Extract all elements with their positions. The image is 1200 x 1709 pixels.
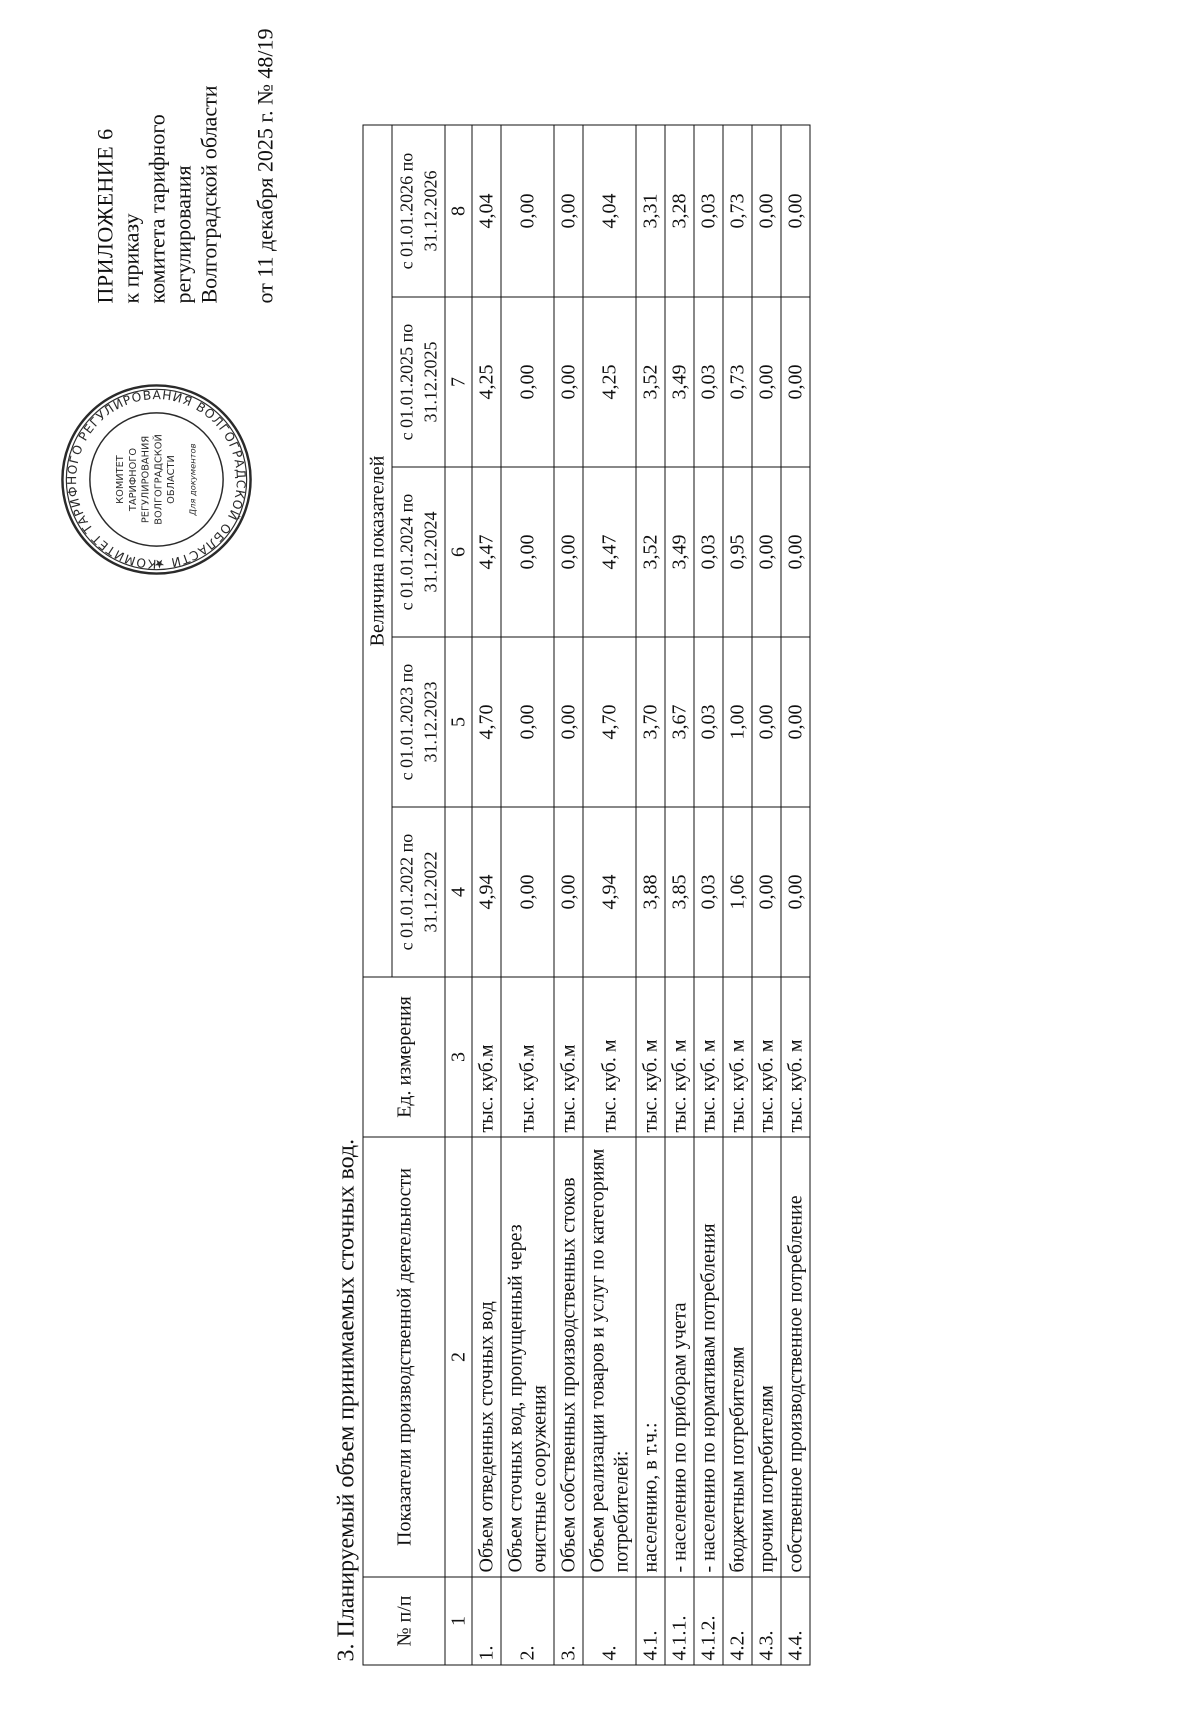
table-row — [781, 125, 810, 1665]
row-value: 0,03 — [694, 807, 723, 977]
row-value: 0,03 — [694, 637, 723, 807]
row-value: 0,73 — [723, 125, 752, 297]
row-value: 0,00 — [781, 467, 810, 637]
row-value: 3,70 — [636, 637, 665, 807]
header-period: с 01.01.2026 по 31.12.2026 — [392, 125, 445, 297]
row-index: 4.1. — [636, 1577, 665, 1665]
row-value: 0,00 — [501, 467, 554, 637]
row-value: 4,47 — [472, 467, 501, 637]
row-value: 0,00 — [554, 807, 583, 977]
row-value: 3,88 — [636, 807, 665, 977]
table-row — [723, 125, 752, 1665]
column-numbers-row — [445, 125, 472, 1665]
svg-text:КОМИТЕТ: КОМИТЕТ — [115, 455, 127, 504]
header-period: с 01.01.2024 по 31.12.2024 — [392, 467, 445, 637]
header-period: с 01.01.2025 по 31.12.2025 — [392, 297, 445, 467]
column-number: 5 — [445, 637, 472, 807]
row-value: 0,00 — [781, 637, 810, 807]
row-value: 0,00 — [752, 637, 781, 807]
row-indicator-name: Объем реализации товаров и услуг по категориям потребителей: — [583, 1137, 636, 1577]
row-value: 0,00 — [781, 297, 810, 467]
svg-text:КОМИТЕТ ТАРИФНОГО РЕГУЛИРОВАНИ: КОМИТЕТ ТАРИФНОГО РЕГУЛИРОВАНИЯ ВОЛГОГРАДСКОЙ ОБЛАСТИ ★ — [65, 388, 249, 571]
appendix-header — [93, 4, 279, 304]
row-unit: тыс. куб. м — [636, 977, 665, 1137]
row-indicator-name: Объем сточных вод, пропущенный через очистные сооружения — [501, 1137, 554, 1577]
column-number: 2 — [445, 1137, 472, 1577]
table-row — [636, 125, 665, 1665]
row-value: 0,00 — [554, 467, 583, 637]
row-indicator-name: Объем собственных производственных стоков — [554, 1137, 583, 1577]
row-value: 0,00 — [752, 125, 781, 297]
row-value: 0,00 — [752, 807, 781, 977]
table-row — [665, 125, 694, 1665]
column-number: 8 — [445, 125, 472, 297]
table-row — [472, 125, 501, 1665]
row-indicator-name: - населению по нормативам потребления — [694, 1137, 723, 1577]
row-value: 3,52 — [636, 467, 665, 637]
row-value: 0,00 — [781, 807, 810, 977]
row-value: 0,00 — [501, 637, 554, 807]
appendix-issuer: комитета тарифного регулирования — [144, 114, 196, 304]
svg-text:ОБЛАСТИ: ОБЛАСТИ — [166, 455, 178, 504]
row-index: 1. — [472, 1577, 501, 1665]
row-value: 0,03 — [694, 467, 723, 637]
row-index: 4.3. — [752, 1577, 781, 1665]
row-value: 0,95 — [723, 467, 752, 637]
row-value: 3,85 — [665, 807, 694, 977]
row-value: 1,00 — [723, 637, 752, 807]
table-row — [694, 125, 723, 1665]
row-indicator-name: - населению по приборам учета — [665, 1137, 694, 1577]
row-index: 4.1.1. — [665, 1577, 694, 1665]
row-value: 0,00 — [752, 297, 781, 467]
svg-text:РЕГУЛИРОВАНИЯ: РЕГУЛИРОВАНИЯ — [140, 435, 152, 524]
row-unit: тыс. куб.м — [554, 977, 583, 1137]
header-indicator: Показатели производственной деятельности — [363, 1137, 445, 1577]
table-row — [554, 125, 583, 1665]
row-indicator-name: собственное производственное потребление — [781, 1137, 810, 1577]
row-value: 4,04 — [472, 125, 501, 297]
svg-text:Для документов: Для документов — [187, 443, 198, 516]
wastewater-volume-table — [363, 125, 811, 1666]
svg-text:ВОЛГОГРАДСКОЙ: ВОЛГОГРАДСКОЙ — [153, 434, 165, 525]
row-value: 0,00 — [781, 125, 810, 297]
row-value: 4,70 — [583, 637, 636, 807]
row-unit: тыс. куб. м — [752, 977, 781, 1137]
row-value: 1,06 — [723, 807, 752, 977]
row-value: 4,94 — [583, 807, 636, 977]
row-value: 0,73 — [723, 297, 752, 467]
row-value: 3,67 — [665, 637, 694, 807]
row-value: 0,00 — [501, 297, 554, 467]
row-indicator-name: прочим потребителям — [752, 1137, 781, 1577]
row-value: 3,31 — [636, 125, 665, 297]
row-unit: тыс. куб. м — [781, 977, 810, 1137]
stamp-seal-icon — [59, 382, 255, 578]
row-value: 0,03 — [694, 125, 723, 297]
row-index: 4. — [583, 1577, 636, 1665]
row-indicator-name: Объем отведенных сточных вод — [472, 1137, 501, 1577]
appendix-region: Волгоградской области — [196, 85, 222, 304]
row-index: 4.2. — [723, 1577, 752, 1665]
row-index: 4.4. — [781, 1577, 810, 1665]
row-value: 3,52 — [636, 297, 665, 467]
row-value: 4,94 — [472, 807, 501, 977]
row-value: 3,49 — [665, 467, 694, 637]
column-number: 4 — [445, 807, 472, 977]
row-value: 0,00 — [501, 125, 554, 297]
row-indicator-name: бюджетным потребителям — [723, 1137, 752, 1577]
table-header-row — [363, 125, 392, 1665]
header-period: с 01.01.2022 по 31.12.2022 — [392, 807, 445, 977]
row-value: 3,28 — [665, 125, 694, 297]
row-unit: тыс. куб. м — [694, 977, 723, 1137]
row-unit: тыс. куб.м — [472, 977, 501, 1137]
header-num: № п/п — [363, 1577, 445, 1665]
svg-text:ТАРИФНОГО: ТАРИФНОГО — [127, 447, 139, 512]
column-number: 7 — [445, 297, 472, 467]
header-period: с 01.01.2023 по 31.12.2023 — [392, 637, 445, 807]
row-value: 0,00 — [752, 467, 781, 637]
row-unit: тыс. куб. м — [723, 977, 752, 1137]
row-index: 3. — [554, 1577, 583, 1665]
document-page — [1, 0, 1200, 1709]
row-index: 2. — [501, 1577, 554, 1665]
appendix-title: ПРИЛОЖЕНИЕ 6 — [92, 128, 118, 304]
row-indicator-name: населению, в т.ч.: — [636, 1137, 665, 1577]
row-value: 4,25 — [472, 297, 501, 467]
table-row — [752, 125, 781, 1665]
row-value: 0,00 — [554, 637, 583, 807]
header-unit: Ед. измерения — [363, 977, 445, 1137]
column-number: 1 — [445, 1577, 472, 1665]
row-value: 0,03 — [694, 297, 723, 467]
column-number: 6 — [445, 467, 472, 637]
table-row — [583, 125, 636, 1665]
appendix-date-number: от 11 декабря 2025 г. № 48/19 — [252, 28, 278, 304]
row-index: 4.1.2. — [694, 1577, 723, 1665]
official-stamp — [59, 382, 255, 578]
row-value: 0,00 — [554, 297, 583, 467]
row-unit: тыс. куб. м — [665, 977, 694, 1137]
row-value: 4,25 — [583, 297, 636, 467]
table-row — [501, 125, 554, 1665]
row-value: 3,49 — [665, 297, 694, 467]
row-value: 0,00 — [501, 807, 554, 977]
row-value: 0,00 — [554, 125, 583, 297]
column-number: 3 — [445, 977, 472, 1137]
section-title: 3. Планируемый объем принимаемых сточных вод. — [333, 1138, 360, 1662]
row-value: 4,47 — [583, 467, 636, 637]
row-unit: тыс. куб.м — [501, 977, 554, 1137]
header-values-group: Величина показателей — [363, 125, 392, 977]
appendix-order-ref: к приказу — [118, 213, 144, 304]
row-unit: тыс. куб. м — [583, 977, 636, 1137]
row-value: 4,70 — [472, 637, 501, 807]
row-value: 4,04 — [583, 125, 636, 297]
